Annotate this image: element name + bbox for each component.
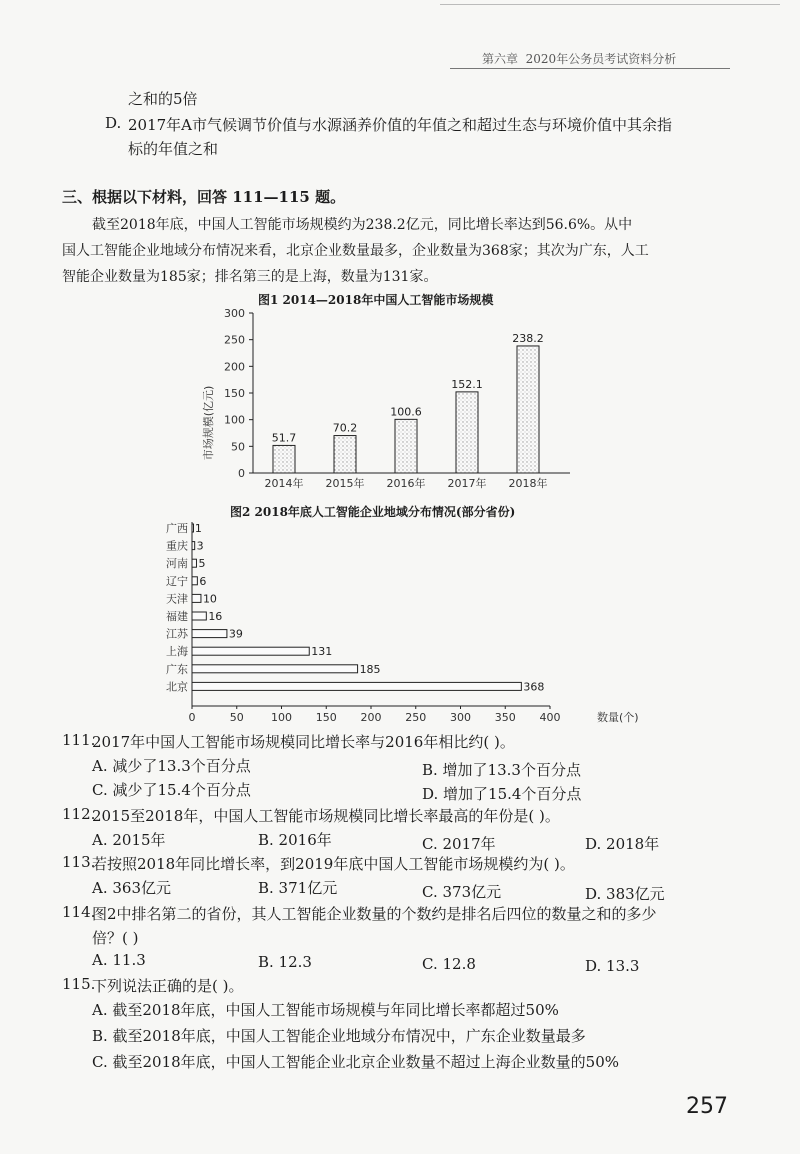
q113-option-c[interactable]: C. 373亿元 [422, 883, 502, 901]
q114-number: 114. [62, 903, 96, 921]
q111-stem: 2017年中国人工智能市场规模同比增长率与2016年相比约( )。 [92, 733, 515, 751]
chart1-xtick-label: 2017年 [447, 477, 487, 490]
chart2-xtick-label: 100 [271, 711, 292, 724]
q115-option-a[interactable]: A. 截至2018年底，中国人工智能市场规模与年同比增长率都超过50% [92, 1001, 559, 1019]
chart1-ytick-label: 300 [224, 307, 245, 320]
chart2-xtick-label: 150 [315, 711, 337, 724]
chart2-title: 图2 2018年底人工智能企业地域分布情况(部分省份) [230, 505, 516, 519]
q111-option-c[interactable]: C. 减少了15.4个百分点 [92, 781, 251, 799]
chart2-svg [150, 518, 640, 728]
header-scan-line [440, 4, 780, 5]
chart1-ytick-label: 250 [224, 333, 245, 347]
q115-stem: 下列说法正确的是( )。 [92, 977, 244, 995]
option-d-label: D. [105, 114, 122, 132]
q112-option-d[interactable]: D. 2018年 [585, 835, 660, 853]
chart1-bar [456, 392, 478, 473]
chart2-category-label: 河南 [166, 557, 188, 571]
chart1-value-label: 100.6 [390, 405, 422, 419]
chart2-value-label: 5 [198, 557, 206, 571]
q114-stem-line2: 倍？( ) [92, 929, 139, 947]
chart2-xtick-label: 0 [188, 711, 196, 724]
chart2-xtick-label: 250 [405, 711, 427, 724]
chart2-category-label: 重庆 [166, 539, 188, 553]
q114-option-b[interactable]: B. 12.3 [258, 953, 312, 971]
q113-option-a[interactable]: A. 363亿元 [92, 879, 171, 897]
material-para-line2: 国人工智能企业地域分布情况来看，北京企业数量最多，企业数量为368家；其次为广东，人工 [62, 243, 649, 259]
chart2-category-label: 天津 [166, 592, 188, 606]
q113-stem: 若按照2018年同比增长率，到2019年底中国人工智能市场规模约为( )。 [92, 855, 575, 873]
chart1-title: 图1 2014—2018年中国人工智能市场规模 [258, 293, 494, 307]
chart2-xtick-label: 400 [539, 711, 561, 724]
q112-number: 112. [62, 805, 96, 823]
chart2-bar [192, 542, 195, 550]
chart2-xtick-label: 50 [229, 711, 244, 724]
chart2-value-label: 16 [208, 610, 223, 623]
q114-option-a[interactable]: A. 11.3 [92, 951, 146, 969]
chart1-ytick-label: 200 [224, 360, 245, 374]
chart2-value-label: 131 [311, 645, 333, 659]
chart2-value-label: 39 [228, 627, 243, 641]
q114-stem-line1: 图2中排名第二的省份，其人工智能企业数量的个数约是排名后四位的数量之和的多少 [92, 905, 657, 923]
header-chapter: 第六章 2020年公务员考试资料分析 [482, 52, 677, 66]
chart2-bar [192, 559, 196, 567]
q114-option-c[interactable]: C. 12.8 [422, 955, 476, 973]
chart1-xtick-label: 2015年 [325, 477, 365, 490]
q112-stem: 2015至2018年，中国人工智能市场规模同比增长率最高的年份是( )。 [92, 807, 560, 825]
chart2-value-label: 368 [523, 680, 545, 694]
q115-number: 115. [62, 975, 96, 993]
material-para-line1: 截至2018年底，中国人工智能市场规模约为238.2亿元，同比增长率达到56.6%。从中 [92, 217, 633, 233]
chart2-bar [192, 647, 309, 655]
chart1-xtick-label: 2014年 [264, 477, 304, 490]
q115-option-b[interactable]: B. 截至2018年底，中国人工智能企业地域分布情况中，广东企业数量最多 [92, 1027, 586, 1045]
chart2-xtick-label: 350 [494, 711, 516, 724]
chart1-bar [395, 419, 417, 473]
q115-option-c[interactable]: C. 截至2018年底，中国人工智能企业北京企业数量不超过上海企业数量的50% [92, 1053, 619, 1071]
chart1-svg [190, 305, 590, 505]
chart1-ytick-label: 50 [231, 440, 245, 454]
option-d-line1: 2017年A市气候调节价值与水源涵养价值的年值之和超过生态与环境价值中其余指 [128, 116, 673, 134]
q112-option-a[interactable]: A. 2015年 [92, 831, 166, 849]
material-para-line3: 智能企业数量为185家；排名第三的是上海，数量为131家。 [62, 269, 438, 285]
chart2-bar [192, 630, 227, 638]
option-d-line2: 标的年值之和 [128, 140, 219, 158]
chart1-bar [517, 346, 539, 473]
chart1-ytick-label: 100 [224, 413, 245, 427]
q111-option-d[interactable]: D. 增加了15.4个百分点 [422, 785, 582, 803]
q112-option-c[interactable]: C. 2017年 [422, 835, 496, 853]
chart2-category-label: 上海 [166, 645, 188, 659]
chart2-bar [192, 577, 197, 585]
q113-number: 113. [62, 853, 96, 871]
chart2-xtick-label: 200 [360, 711, 382, 724]
q113-option-d[interactable]: D. 383亿元 [585, 885, 665, 903]
chart2-category-label: 广东 [166, 662, 188, 676]
chart2-value-label: 185 [359, 662, 381, 676]
q113-option-b[interactable]: B. 371亿元 [258, 879, 338, 897]
chart1-ytick-label: 0 [238, 467, 245, 480]
option-continuation: 之和的5倍 [128, 90, 198, 108]
chart2-bar [192, 665, 358, 673]
chart2-category-label: 江苏 [166, 627, 188, 641]
q112-option-b[interactable]: B. 2016年 [258, 831, 332, 849]
chart2-value-label: 10 [202, 592, 217, 606]
chart1-xtick-label: 2016年 [386, 477, 426, 490]
page-number: 257 [686, 1094, 728, 1119]
chart2-xlabel: 数量(个) [597, 711, 639, 724]
q111-option-b[interactable]: B. 增加了13.3个百分点 [422, 761, 581, 779]
chart1-value-label: 238.2 [512, 331, 544, 345]
section-heading: 三、根据以下材料，回答 111—115 题。 [62, 188, 346, 206]
chart1-bar [273, 445, 295, 473]
q111-option-a[interactable]: A. 减少了13.3个百分点 [92, 757, 251, 775]
chart2-category-label: 广西 [166, 522, 188, 535]
chart2-bar [192, 612, 206, 620]
chart2-bar [192, 682, 521, 690]
header-rule [450, 68, 730, 69]
chart2-bar [192, 524, 194, 532]
chart1-value-label: 51.7 [271, 431, 297, 445]
chart1-ylabel: 市场规模(亿元) [202, 385, 215, 461]
chart1-value-label: 152.1 [451, 377, 483, 391]
chart1-bar [334, 436, 356, 473]
q111-number: 111. [62, 731, 96, 749]
chart2-category-label: 福建 [166, 610, 188, 623]
chart2-value-label: 1 [194, 522, 202, 535]
chart1-xtick-label: 2018年 [508, 477, 548, 490]
chart2-xtick-label: 300 [450, 711, 471, 724]
chart1-value-label: 70.2 [332, 421, 358, 435]
chart2-bar [192, 594, 201, 602]
chart2-category-label: 北京 [166, 680, 188, 694]
chart2-value-label: 3 [196, 539, 204, 553]
chart1-ytick-label: 150 [224, 387, 245, 400]
q114-option-d[interactable]: D. 13.3 [585, 957, 640, 975]
chart2-value-label: 6 [199, 574, 207, 588]
chart2-category-label: 辽宁 [166, 574, 188, 588]
